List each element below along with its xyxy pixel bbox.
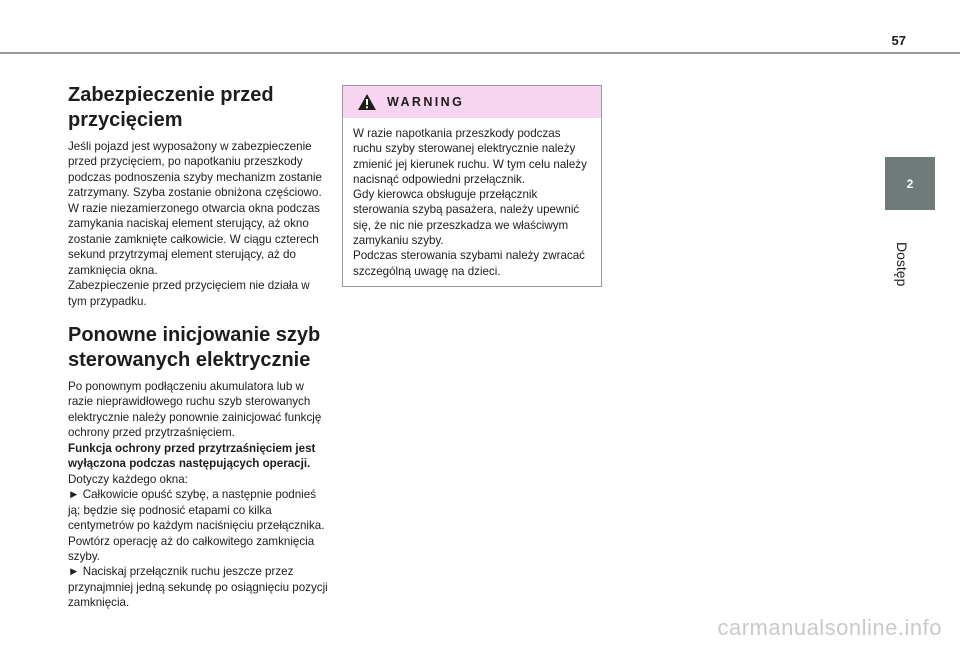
- section-title-reinit: Ponowne inicjowanie szyb sterowanych elektrycznie: [68, 323, 321, 371]
- chapter-label: Dostęp: [894, 242, 910, 287]
- step-item: ► Naciskaj przełącznik ruchu jeszcze przez przynajmniej jedną sekundę po osiągnięciu pozycji zamknięcia.: [68, 565, 328, 610]
- paragraph: Gdy kierowca obsługuje przełącznik sterowania szybą pasażera, należy upewnić się, że nic nie przeszkadza we właściwym zamykaniu szyby.: [353, 188, 580, 248]
- chapter-tab[interactable]: [885, 157, 935, 210]
- warning-body: [343, 118, 601, 279]
- paragraph: Zabezpieczenie przed przycięciem nie działa w tym przypadku.: [68, 279, 310, 308]
- paragraph: W razie niezamierzonego otwarcia okna podczas zamykania naciskaj element sterujący, aż okno zostanie zamknięte całkowicie. W ciągu czterech sekund przytrzymaj element sterujący, aż do zamknięcia okna.: [68, 201, 320, 277]
- step-item: ► Całkowicie opuść szybę, a następnie podnieś ją; będzie się podnosić etapami co kilka centymetrów po każdym naciśnięciu przełącznika. Powtórz operację aż do całkowitego zamknięcia szyby.: [68, 488, 325, 563]
- paragraph: Jeśli pojazd jest wyposażony w zabezpieczenie przed przycięciem, po napotkaniu przeszkody podczas podnoszenia szyby mechanizm zostanie zatrzymany. Szyba zostanie obniżona częściowo.: [68, 140, 322, 200]
- top-rule: [0, 52, 960, 54]
- warning-header: [343, 86, 601, 118]
- bold-paragraph: Funkcja ochrony przed przytrzaśnięciem jest wyłączona podczas następujących operacji.: [68, 441, 316, 471]
- left-column: [68, 83, 330, 611]
- warning-triangle-icon: [357, 93, 377, 111]
- reinit-body: [68, 379, 330, 611]
- section-title-anti-pinch: Zabezpieczenie przed przycięciem: [68, 84, 274, 131]
- warning-title: WARNING: [387, 95, 465, 109]
- paragraph: Podczas sterowania szybami należy zwracać szczególną uwagę na dzieci.: [353, 249, 585, 278]
- page-number: 57: [891, 33, 906, 48]
- warning-box: [342, 85, 602, 287]
- paragraph: Dotyczy każdego okna:: [68, 472, 188, 486]
- anti-pinch-body: [68, 139, 330, 309]
- paragraph: W razie napotkania przeszkody podczas ruchu szyby sterowanej elektrycznie należy zmienić jej kierunek ruchu. W tym celu należy nacisnąć odpowiedni przełącznik.: [353, 127, 587, 186]
- chapter-number: 2: [906, 176, 914, 191]
- watermark: carmanualsonline.info: [717, 615, 942, 640]
- paragraph: Po ponownym podłączeniu akumulatora lub w razie nieprawidłowego ruchu szyb sterowanych elektrycznie należy ponownie zainicjować funkcję ochrony przed przytrzaśnięciem.: [68, 379, 322, 440]
